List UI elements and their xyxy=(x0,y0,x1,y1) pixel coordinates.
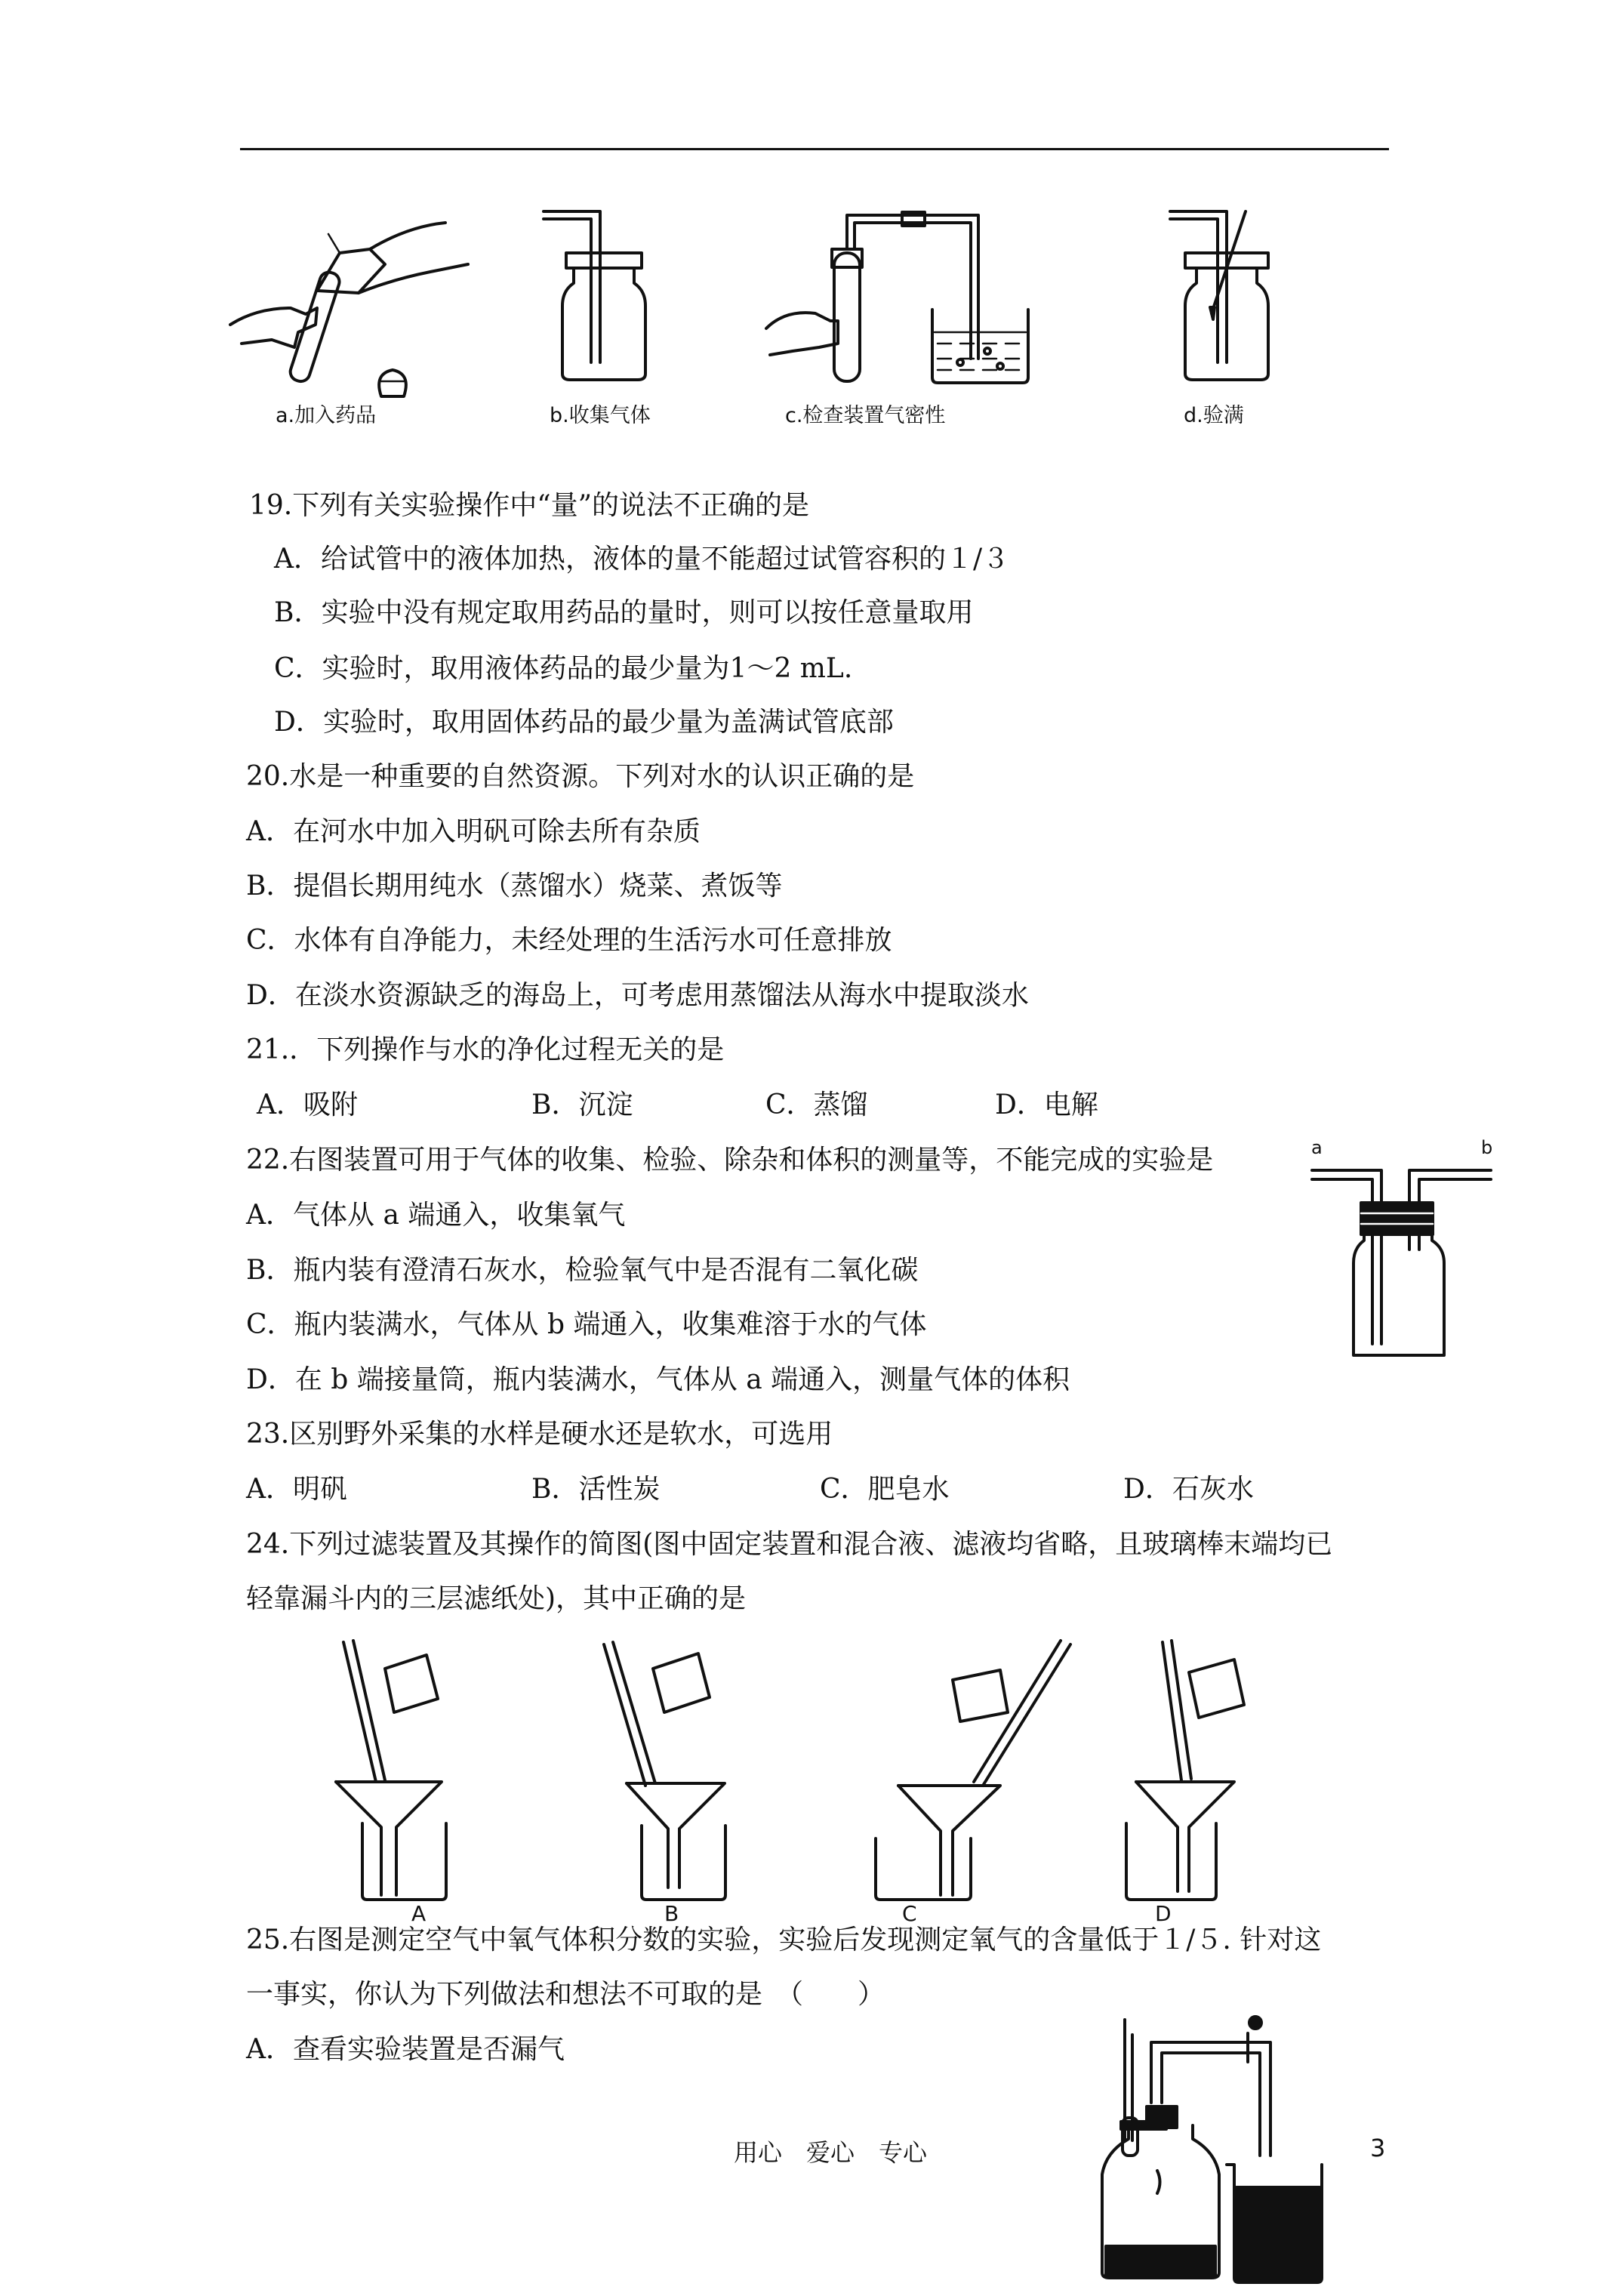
q23-stem: 23.区别野外采集的水样是硬水还是软水，可选用 xyxy=(246,1419,833,1450)
q21-stem: 21.．下列操作与水的净化过程无关的是 xyxy=(246,1034,725,1065)
header-rule xyxy=(240,148,1389,150)
q23-option-c: C．肥皂水 xyxy=(820,1474,950,1505)
q22-label-a: a xyxy=(1311,1137,1323,1158)
filter-label-b: B xyxy=(664,1901,679,1926)
q22-option-b: B．瓶内装有澄清石灰水，检验氧气中是否混有二氧化碳 xyxy=(246,1255,919,1286)
q21-option-c: C．蒸馏 xyxy=(765,1089,868,1120)
figure-a-caption: a.加入药品 xyxy=(276,404,377,427)
q25-stem-line1: 25.右图是测定空气中氧气体积分数的实验，实验后发现测定氧气的含量低于１/５. 针对这 xyxy=(246,1925,1322,1955)
q24-stem-line2: 轻靠漏斗内的三层滤纸处)，其中正确的是 xyxy=(246,1583,747,1614)
q23-option-d: D．石灰水 xyxy=(1123,1474,1254,1505)
filter-label-c: C xyxy=(902,1901,917,1926)
q19-option-c: C．实验时，取用液体药品的最少量为1～2 mL. xyxy=(274,653,853,684)
q20-option-c: C．水体有自净能力，未经处理的生活污水可任意排放 xyxy=(246,925,892,956)
q21-option-b: B．沉淀 xyxy=(531,1089,633,1120)
filter-label-a: A xyxy=(411,1901,427,1926)
q19-option-b: B．实验中没有规定取用药品的量时，则可以按任意量取用 xyxy=(274,597,974,628)
q20-option-a: A．在河水中加入明矾可除去所有杂质 xyxy=(246,816,701,847)
q25-oxygen-measurement-figure xyxy=(1091,1989,1370,2288)
q22-option-c: C．瓶内装满水，气体从 b 端通入，收集难溶于水的气体 xyxy=(246,1309,927,1340)
figure-b-collecting-gas xyxy=(540,208,653,381)
q22-option-d: D．在 b 端接量筒，瓶内装满水，气体从 a 端通入，测量气体的体积 xyxy=(246,1364,1070,1395)
q21-option-a: A．吸附 xyxy=(257,1089,358,1120)
q25-stem-line2: 一事实，你认为下列做法和想法不可取的是 （ ） xyxy=(246,1979,885,2010)
q20-stem: 20.水是一种重要的自然资源。下列对水的认识正确的是 xyxy=(246,761,915,792)
q22-label-b: b xyxy=(1481,1137,1493,1158)
q24-stem-line1: 24.下列过滤装置及其操作的简图(图中固定装置和混合液、滤液均省略，且玻璃棒末端均已 xyxy=(246,1529,1333,1560)
figure-b-caption: b.收集气体 xyxy=(550,404,651,427)
q22-option-a: A．气体从 a 端通入，收集氧气 xyxy=(246,1200,626,1231)
q19-option-d: D．实验时，取用固体药品的最少量为盖满试管底部 xyxy=(274,707,894,738)
filter-figure-a xyxy=(332,1638,521,1895)
q23-option-a: A．明矾 xyxy=(246,1474,347,1505)
filter-figure-c xyxy=(868,1638,1095,1895)
filter-label-d: D xyxy=(1155,1901,1172,1926)
q22-gas-bottle-figure xyxy=(1310,1151,1498,1359)
figure-a-adding-reagent xyxy=(226,219,476,393)
figure-d-caption: d.验满 xyxy=(1184,404,1244,427)
figure-c-caption: c.检查装置气密性 xyxy=(785,404,946,427)
q20-option-d: D．在淡水资源缺乏的海岛上，可考虑用蒸馏法从海水中提取淡水 xyxy=(246,980,1029,1011)
q19-option-a: A．给试管中的液体加热，液体的量不能超过试管容积的１/３ xyxy=(274,544,1010,575)
filter-figure-b xyxy=(596,1638,785,1895)
q22-stem: 22.右图装置可用于气体的收集、检验、除杂和体积的测量等，不能完成的实验是 xyxy=(246,1145,1214,1176)
q20-option-b: B．提倡长期用纯水（蒸馏水）烧菜、煮饭等 xyxy=(246,871,783,901)
q23-option-b: B．活性炭 xyxy=(531,1474,661,1505)
page-number: 3 xyxy=(1370,2134,1386,2162)
filter-figure-d xyxy=(1110,1638,1298,1895)
figure-c-airtightness-check xyxy=(762,208,1057,385)
figure-d-full-check xyxy=(1166,208,1283,381)
q25-option-a: A．查看实验装置是否漏气 xyxy=(246,2034,565,2065)
q19-stem: 19.下列有关实验操作中“量”的说法不正确的是 xyxy=(249,490,810,521)
footer-motto: 用心 爱心 专心 xyxy=(734,2138,928,2167)
q21-option-d: D．电解 xyxy=(995,1089,1098,1120)
